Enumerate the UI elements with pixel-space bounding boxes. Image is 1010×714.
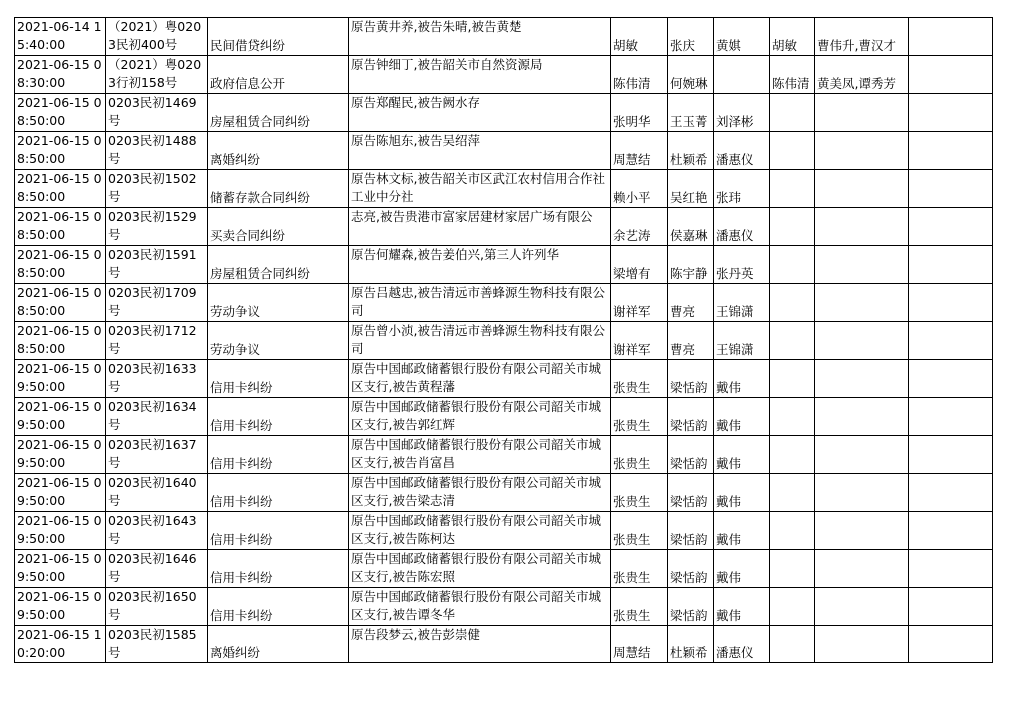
case-parties: 原告钟细丁,被告韶关市自然资源局 <box>349 56 611 94</box>
presiding-judge <box>770 360 815 398</box>
jurors <box>815 398 909 436</box>
table-row <box>15 18 993 56</box>
judge-name: 张贵生 <box>611 398 668 436</box>
presiding-judge <box>770 322 815 360</box>
table-row <box>15 436 993 474</box>
panel-member: 张玮 <box>714 170 770 208</box>
extra-cell <box>909 322 993 360</box>
judge-name: 梁增有 <box>611 246 668 284</box>
clerk-name: 曹亮 <box>668 322 714 360</box>
hearing-datetime: 2021-06-15 09:50:00 <box>15 588 106 626</box>
judge-name: 谢祥军 <box>611 322 668 360</box>
panel-member: 张丹英 <box>714 246 770 284</box>
judge-name: 胡敏 <box>611 18 668 56</box>
table-row <box>15 208 993 246</box>
case-number: 0203民初1633号 <box>106 360 208 398</box>
case-number: 0203民初1488号 <box>106 132 208 170</box>
presiding-judge: 胡敏 <box>770 18 815 56</box>
extra-cell <box>909 512 993 550</box>
clerk-name: 吴红艳 <box>668 170 714 208</box>
table-row <box>15 322 993 360</box>
case-number: 0203民初1709号 <box>106 284 208 322</box>
clerk-name: 侯嘉琳 <box>668 208 714 246</box>
hearing-datetime: 2021-06-15 09:50:00 <box>15 512 106 550</box>
jurors <box>815 626 909 663</box>
presiding-judge <box>770 132 815 170</box>
judge-name: 陈伟清 <box>611 56 668 94</box>
panel-member: 潘惠仪 <box>714 132 770 170</box>
table-row <box>15 170 993 208</box>
presiding-judge <box>770 94 815 132</box>
clerk-name: 梁恬韵 <box>668 474 714 512</box>
extra-cell <box>909 360 993 398</box>
jurors <box>815 246 909 284</box>
case-parties: 原告中国邮政储蓄银行股份有限公司韶关市城区支行,被告谭冬华 <box>349 588 611 626</box>
jurors: 曹伟升,曹汉才 <box>815 18 909 56</box>
panel-member: 戴伟 <box>714 398 770 436</box>
case-number: 0203民初1637号 <box>106 436 208 474</box>
case-parties: 原告林文标,被告韶关市区武江农村信用合作社工业中分社 <box>349 170 611 208</box>
extra-cell <box>909 436 993 474</box>
case-cause: 房屋租赁合同纠纷 <box>208 246 349 284</box>
panel-member: 刘泽彬 <box>714 94 770 132</box>
case-cause: 劳动争议 <box>208 284 349 322</box>
extra-cell <box>909 246 993 284</box>
case-parties: 原告何耀森,被告姜伯兴,第三人许列华 <box>349 246 611 284</box>
judge-name: 张贵生 <box>611 588 668 626</box>
jurors <box>815 170 909 208</box>
table-row <box>15 588 993 626</box>
table-row <box>15 626 993 663</box>
table-row <box>15 132 993 170</box>
judge-name: 谢祥军 <box>611 284 668 322</box>
extra-cell <box>909 170 993 208</box>
presiding-judge <box>770 436 815 474</box>
table-body <box>15 18 993 663</box>
judge-name: 张贵生 <box>611 436 668 474</box>
case-number: （2021）粤0203行初158号 <box>106 56 208 94</box>
extra-cell <box>909 94 993 132</box>
presiding-judge <box>770 512 815 550</box>
panel-member: 戴伟 <box>714 360 770 398</box>
judge-name: 余艺涛 <box>611 208 668 246</box>
clerk-name: 陈宇静 <box>668 246 714 284</box>
case-cause: 信用卡纠纷 <box>208 436 349 474</box>
hearing-datetime: 2021-06-15 10:20:00 <box>15 626 106 663</box>
presiding-judge <box>770 550 815 588</box>
case-parties: 原告陈旭东,被告吴绍萍 <box>349 132 611 170</box>
extra-cell <box>909 474 993 512</box>
case-parties: 志亮,被告贵港市富家居建材家居广场有限公 <box>349 208 611 246</box>
case-cause: 信用卡纠纷 <box>208 474 349 512</box>
hearing-datetime: 2021-06-15 08:50:00 <box>15 322 106 360</box>
presiding-judge <box>770 284 815 322</box>
presiding-judge <box>770 170 815 208</box>
hearing-datetime: 2021-06-15 08:50:00 <box>15 132 106 170</box>
jurors <box>815 550 909 588</box>
extra-cell <box>909 550 993 588</box>
presiding-judge <box>770 246 815 284</box>
case-cause: 劳动争议 <box>208 322 349 360</box>
panel-member: 王锦潇 <box>714 322 770 360</box>
case-cause: 信用卡纠纷 <box>208 588 349 626</box>
case-cause: 信用卡纠纷 <box>208 512 349 550</box>
jurors <box>815 322 909 360</box>
judge-name: 张明华 <box>611 94 668 132</box>
case-cause: 房屋租赁合同纠纷 <box>208 94 349 132</box>
jurors <box>815 436 909 474</box>
hearing-datetime: 2021-06-15 08:50:00 <box>15 246 106 284</box>
jurors: 黄美凤,谭秀芳 <box>815 56 909 94</box>
jurors <box>815 94 909 132</box>
case-cause: 离婚纠纷 <box>208 132 349 170</box>
case-number: （2021）粤0203民初400号 <box>106 18 208 56</box>
extra-cell <box>909 132 993 170</box>
clerk-name: 曹亮 <box>668 284 714 322</box>
presiding-judge <box>770 474 815 512</box>
hearing-datetime: 2021-06-15 09:50:00 <box>15 474 106 512</box>
case-parties: 原告中国邮政储蓄银行股份有限公司韶关市城区支行,被告黄程藩 <box>349 360 611 398</box>
extra-cell <box>909 626 993 663</box>
extra-cell <box>909 588 993 626</box>
panel-member: 戴伟 <box>714 588 770 626</box>
judge-name: 周慧结 <box>611 132 668 170</box>
case-parties: 原告黄井养,被告朱晴,被告黄楚 <box>349 18 611 56</box>
case-number: 0203民初1643号 <box>106 512 208 550</box>
case-number: 0203民初1469号 <box>106 94 208 132</box>
presiding-judge <box>770 208 815 246</box>
judge-name: 张贵生 <box>611 360 668 398</box>
case-cause: 信用卡纠纷 <box>208 398 349 436</box>
case-parties: 原告中国邮政储蓄银行股份有限公司韶关市城区支行,被告陈宏照 <box>349 550 611 588</box>
clerk-name: 何婉琳 <box>668 56 714 94</box>
case-cause: 储蓄存款合同纠纷 <box>208 170 349 208</box>
extra-cell <box>909 284 993 322</box>
clerk-name: 梁恬韵 <box>668 398 714 436</box>
panel-member: 戴伟 <box>714 436 770 474</box>
case-cause: 政府信息公开 <box>208 56 349 94</box>
hearing-datetime: 2021-06-15 08:50:00 <box>15 170 106 208</box>
panel-member: 王锦潇 <box>714 284 770 322</box>
case-cause: 买卖合同纠纷 <box>208 208 349 246</box>
case-number: 0203民初1591号 <box>106 246 208 284</box>
judge-name: 赖小平 <box>611 170 668 208</box>
case-parties: 原告中国邮政储蓄银行股份有限公司韶关市城区支行,被告郭红辉 <box>349 398 611 436</box>
hearing-datetime: 2021-06-15 08:50:00 <box>15 94 106 132</box>
case-parties: 原告中国邮政储蓄银行股份有限公司韶关市城区支行,被告肖富昌 <box>349 436 611 474</box>
table-row <box>15 56 993 94</box>
case-number: 0203民初1650号 <box>106 588 208 626</box>
hearing-datetime: 2021-06-15 09:50:00 <box>15 550 106 588</box>
jurors <box>815 474 909 512</box>
case-number: 0203民初1634号 <box>106 398 208 436</box>
hearing-datetime: 2021-06-15 08:50:00 <box>15 284 106 322</box>
clerk-name: 张庆 <box>668 18 714 56</box>
judge-name: 张贵生 <box>611 474 668 512</box>
table-row <box>15 284 993 322</box>
extra-cell <box>909 18 993 56</box>
table-row <box>15 512 993 550</box>
extra-cell <box>909 208 993 246</box>
judge-name: 张贵生 <box>611 550 668 588</box>
jurors <box>815 360 909 398</box>
hearing-schedule-table <box>14 17 993 663</box>
case-parties: 原告吕越忠,被告清远市善蜂源生物科技有限公司 <box>349 284 611 322</box>
hearing-datetime: 2021-06-15 08:50:00 <box>15 208 106 246</box>
judge-name: 张贵生 <box>611 512 668 550</box>
table-row <box>15 550 993 588</box>
jurors <box>815 208 909 246</box>
panel-member <box>714 56 770 94</box>
case-cause: 离婚纠纷 <box>208 626 349 663</box>
jurors <box>815 284 909 322</box>
case-parties: 原告郑醒民,被告阙水存 <box>349 94 611 132</box>
clerk-name: 杜颖希 <box>668 132 714 170</box>
case-cause: 信用卡纠纷 <box>208 550 349 588</box>
presiding-judge <box>770 588 815 626</box>
clerk-name: 梁恬韵 <box>668 588 714 626</box>
table-row <box>15 398 993 436</box>
jurors <box>815 512 909 550</box>
panel-member: 潘惠仪 <box>714 208 770 246</box>
presiding-judge <box>770 626 815 663</box>
case-cause: 民间借贷纠纷 <box>208 18 349 56</box>
panel-member: 黄娸 <box>714 18 770 56</box>
jurors <box>815 132 909 170</box>
clerk-name: 梁恬韵 <box>668 436 714 474</box>
clerk-name: 梁恬韵 <box>668 360 714 398</box>
case-number: 0203民初1585号 <box>106 626 208 663</box>
clerk-name: 梁恬韵 <box>668 550 714 588</box>
case-parties: 原告中国邮政储蓄银行股份有限公司韶关市城区支行,被告陈柯达 <box>349 512 611 550</box>
clerk-name: 王玉菁 <box>668 94 714 132</box>
table-row <box>15 474 993 512</box>
presiding-judge <box>770 398 815 436</box>
case-parties: 原告曾小浈,被告清远市善蜂源生物科技有限公司 <box>349 322 611 360</box>
case-number: 0203民初1502号 <box>106 170 208 208</box>
hearing-datetime: 2021-06-14 15:40:00 <box>15 18 106 56</box>
table-row <box>15 94 993 132</box>
hearing-datetime: 2021-06-15 08:30:00 <box>15 56 106 94</box>
case-number: 0203民初1646号 <box>106 550 208 588</box>
case-number: 0203民初1712号 <box>106 322 208 360</box>
panel-member: 潘惠仪 <box>714 626 770 663</box>
clerk-name: 梁恬韵 <box>668 512 714 550</box>
extra-cell <box>909 398 993 436</box>
case-parties: 原告中国邮政储蓄银行股份有限公司韶关市城区支行,被告梁志清 <box>349 474 611 512</box>
table-row <box>15 246 993 284</box>
hearing-datetime: 2021-06-15 09:50:00 <box>15 398 106 436</box>
panel-member: 戴伟 <box>714 512 770 550</box>
case-parties: 原告段梦云,被告彭崇健 <box>349 626 611 663</box>
case-number: 0203民初1640号 <box>106 474 208 512</box>
panel-member: 戴伟 <box>714 474 770 512</box>
clerk-name: 杜颖希 <box>668 626 714 663</box>
case-number: 0203民初1529号 <box>106 208 208 246</box>
jurors <box>815 588 909 626</box>
hearing-datetime: 2021-06-15 09:50:00 <box>15 436 106 474</box>
table-row <box>15 360 993 398</box>
judge-name: 周慧结 <box>611 626 668 663</box>
extra-cell <box>909 56 993 94</box>
case-cause: 信用卡纠纷 <box>208 360 349 398</box>
presiding-judge: 陈伟清 <box>770 56 815 94</box>
panel-member: 戴伟 <box>714 550 770 588</box>
hearing-datetime: 2021-06-15 09:50:00 <box>15 360 106 398</box>
